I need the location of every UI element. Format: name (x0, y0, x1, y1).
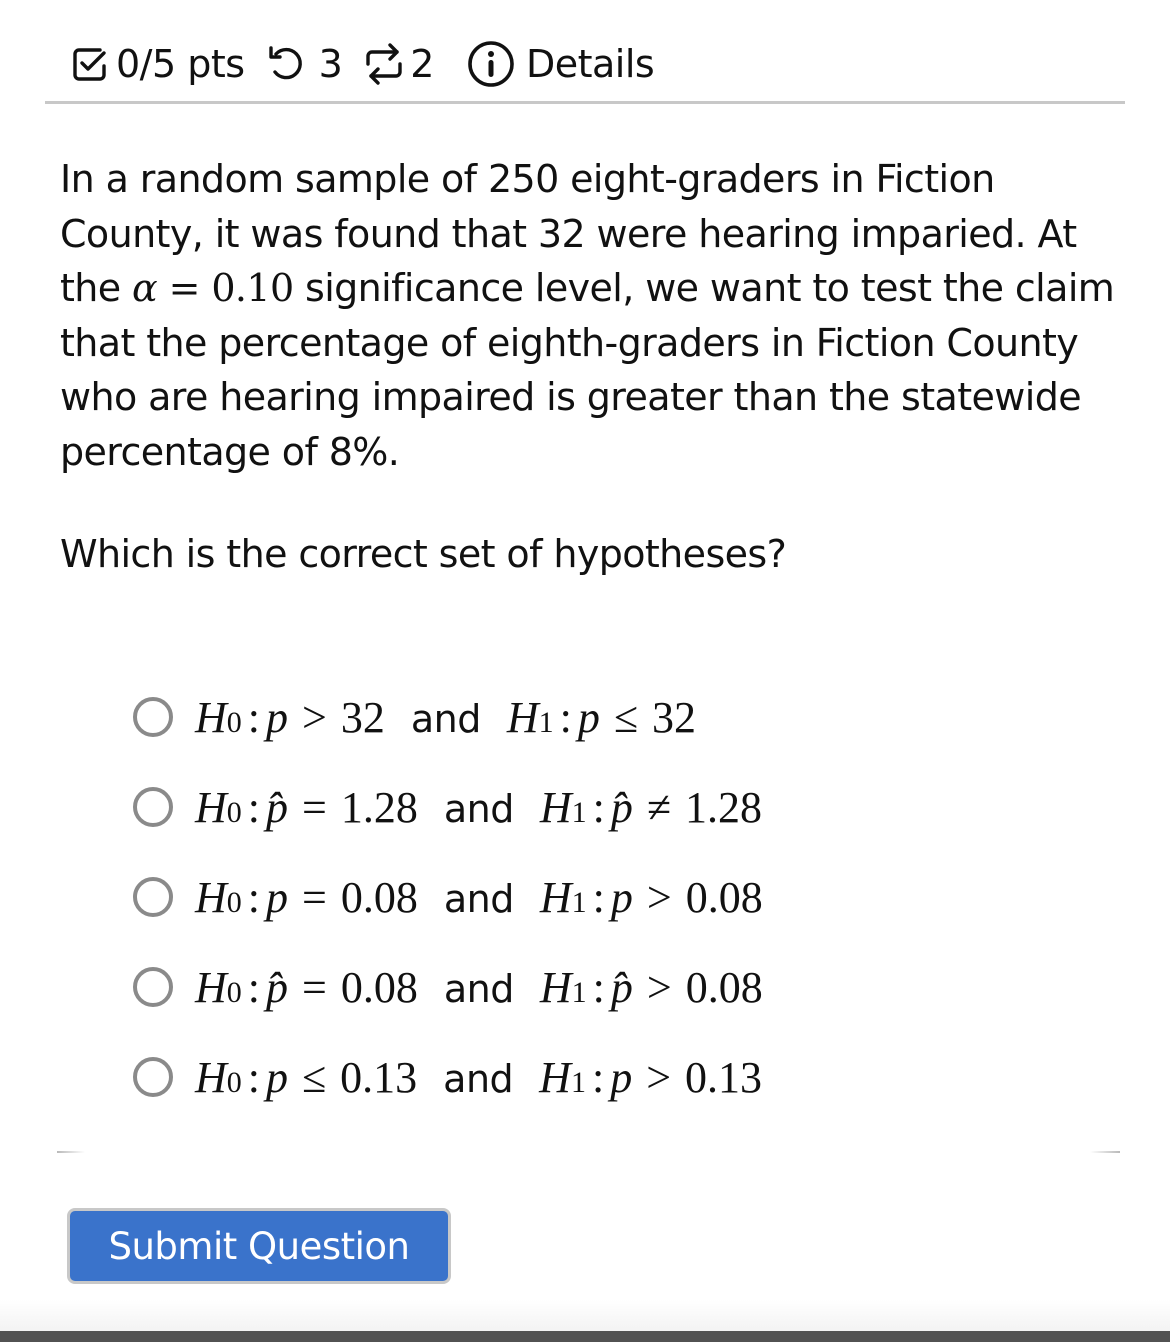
and-text: and (443, 876, 514, 921)
h1-variable: p (610, 872, 633, 922)
h0-value: 0.08 (340, 962, 418, 1012)
radio-button[interactable] (133, 1057, 173, 1097)
and-text: and (443, 966, 514, 1011)
question-part2: significance level, we want to test the claim that the percentage of eighth-graders in Fiction County who are hearing impaired is greater than the statewide percentage of 8%. (60, 266, 1115, 474)
colon: : (592, 962, 605, 1012)
details-button[interactable] (466, 39, 654, 89)
h0-variable: p (266, 1052, 289, 1102)
h1-value: 32 (652, 692, 697, 742)
repeat-arrows-icon (364, 42, 404, 86)
and-text: and (443, 1056, 514, 1101)
h0-operator: > (302, 692, 327, 742)
undo-icon (267, 45, 305, 83)
h1-value: 0.13 (685, 1052, 763, 1102)
bottom-fade (0, 1300, 1170, 1331)
h1-variable: p̂ (610, 782, 633, 832)
option-hypothesis-text: H 0 : p = 0.08 and H 1 : p > 0.08 (195, 872, 763, 922)
h0-variable: p̂ (266, 782, 289, 832)
answer-option-4[interactable] (133, 942, 763, 1032)
h1-operator: ≤ (613, 692, 639, 742)
colon: : (247, 1052, 261, 1102)
alpha-symbol: α (132, 266, 158, 310)
h1-symbol: H (539, 962, 572, 1012)
h0-symbol: H (195, 962, 227, 1012)
details-label: Details (525, 42, 655, 86)
question-prompt: Which is the correct set of hypotheses? (60, 532, 787, 576)
separator-left (57, 1151, 85, 1153)
h1-value: 0.08 (685, 872, 763, 922)
option-hypothesis-text: H 0 : p > 32 and H 1 : p ≤ 32 (195, 692, 697, 742)
h0-operator: = (302, 872, 327, 922)
and-text: and (443, 786, 514, 831)
h1-value: 0.08 (685, 962, 763, 1012)
h0-value: 0.13 (340, 1052, 418, 1102)
colon: : (559, 692, 572, 742)
option-hypothesis-text: H 0 : p̂ = 1.28 and H 1 : p̂ ≠ 1.28 (195, 782, 763, 832)
h0-symbol: H (195, 872, 227, 922)
h0-symbol: H (195, 782, 227, 832)
h1-symbol: H (539, 1052, 571, 1102)
bottom-toolbar-edge (0, 1331, 1170, 1342)
h0-operator: = (302, 962, 327, 1012)
and-text: and (410, 696, 481, 741)
answer-option-5[interactable] (133, 1032, 763, 1122)
colon: : (247, 962, 261, 1012)
radio-button[interactable] (133, 967, 173, 1007)
option-hypothesis-text: H 0 : p̂ = 0.08 and H 1 : p̂ > 0.08 (195, 962, 763, 1012)
question-part1: In a random sample of 250 eight-graders in Fiction County, it was found that 32 were hearing imparied. At the (60, 157, 1077, 310)
option-hypothesis-text: H 0 : p ≤ 0.13 and H 1 : p > 0.13 (195, 1052, 763, 1102)
h1-variable: p̂ (610, 962, 633, 1012)
answer-option-2[interactable] (133, 762, 763, 852)
colon: : (247, 692, 261, 742)
answer-option-1[interactable] (133, 672, 763, 762)
attempts-count: 2 (410, 42, 434, 86)
h1-value: 1.28 (685, 782, 763, 832)
colon: : (592, 872, 605, 922)
colon: : (247, 782, 261, 832)
h0-value: 32 (340, 692, 385, 742)
score-text: 0/5 pts (116, 42, 245, 86)
h1-variable: p (610, 1052, 633, 1102)
radio-button[interactable] (133, 877, 173, 917)
colon: : (592, 782, 605, 832)
h0-variable: p (266, 872, 289, 922)
radio-button[interactable] (133, 697, 173, 737)
answer-option-3[interactable] (133, 852, 763, 942)
retries-status (267, 42, 343, 86)
h0-value: 1.28 (340, 782, 418, 832)
answer-options (133, 672, 763, 1122)
colon: : (247, 872, 261, 922)
h0-symbol: H (195, 692, 227, 742)
info-circle-icon (466, 39, 516, 89)
h0-operator: = (302, 782, 327, 832)
score-status (70, 42, 245, 86)
h1-operator: ≠ (646, 782, 672, 832)
alpha-expression (132, 266, 293, 310)
h0-operator: ≤ (302, 1052, 327, 1102)
question-header (70, 36, 654, 92)
retries-count: 3 (318, 42, 343, 86)
h1-symbol: H (539, 782, 572, 832)
h0-variable: p (266, 692, 289, 742)
h1-operator: > (646, 962, 672, 1012)
h1-operator: > (646, 1052, 672, 1102)
h1-symbol: H (539, 872, 572, 922)
submit-question-button[interactable]: Submit Question (67, 1208, 451, 1284)
alpha-value: 0.10 (211, 266, 294, 310)
h0-value: 0.08 (340, 872, 418, 922)
question-text (60, 152, 1120, 479)
alpha-equals: = (157, 266, 212, 310)
radio-button[interactable] (133, 787, 173, 827)
attempts-status (364, 42, 434, 86)
checkbox-check-icon (70, 44, 110, 84)
colon: : (591, 1052, 605, 1102)
h0-variable: p̂ (266, 962, 289, 1012)
h1-variable: p (577, 692, 600, 742)
h1-symbol: H (506, 692, 539, 742)
separator-right (1090, 1151, 1120, 1153)
h1-operator: > (646, 872, 672, 922)
h0-symbol: H (195, 1052, 227, 1102)
header-divider (45, 101, 1125, 104)
